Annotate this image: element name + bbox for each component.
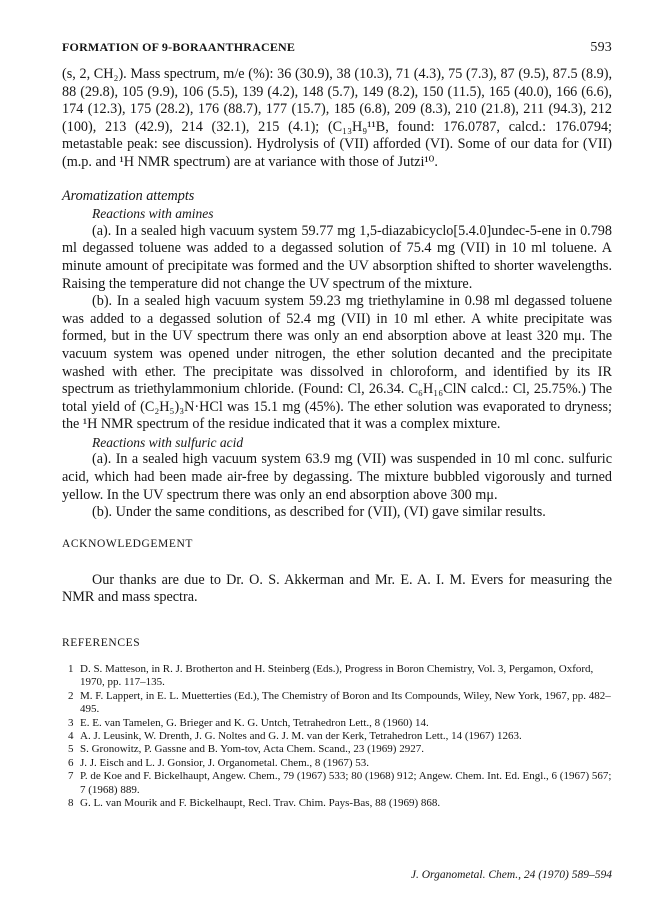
page-content [62,40,612,811]
acknowledgement-text: Our thanks are due to Dr. O. S. Akkerman and Mr. E. A. I. M. Evers for measuring the NMR and mass spectra. [62,571,612,606]
journal-footer: J. Organometal. Chem., 24 (1970) 589–594 [410,869,612,881]
reference-item: 3 E. E. van Tamelen, G. Brieger and K. G. Untch, Tetrahedron Lett., 8 (1960) 14. [68,716,429,729]
running-header [62,40,612,56]
reference-item: 6 J. J. Eisch and L. J. Gonsior, J. Organometal. Chem., 8 (1967) 53. [68,756,369,769]
acknowledgement-heading: ACKNOWLEDGEMENT [62,537,194,550]
reference-item: 5 S. Gronowitz, P. Gassne and B. Yom-tov, Acta Chem. Scand., 23 (1969) 2927. [68,743,424,756]
reference-list [62,663,612,810]
paragraph-amines-b: (b). In a sealed high vacuum system 59.23 mg triethylamine in 0.98 ml degassed toluene was added to a degassed solution of 52.4 mg (VII) in 10 ml ether. A white precipitate was formed, but in the UV spectrum there was only an end absorption above at least 320 mμ. The vacuum system was opened under nitrogen, the ether solution decanted and the precipitate washed with ether. The precipitate was dissolved in chloroform, and identified by its IR spectrum as triethylammonium chloride. (Found: Cl, 26.34. C₆H₁₆ClN calcd.: Cl, 25.75%.) The total yield of (C₂H₅)₃N·HCl was 15.1 mg (45%). The ether solution was evaporated to dryness; the ¹H NMR spectrum of the residue indicated that it was a complex mixture. [62,293,612,433]
article-body [62,66,612,522]
paragraph-amines-a: (a). In a sealed high vacuum system 59.77 mg 1,5-diazabicyclo[5.4.0]undec-5-ene in 0.798 ml degassed toluene was added to a degassed solution of 75.4 mg (VII) in 10 ml toluene. A minute amount of precipitate was formed and the UV absorption shifted to shorter wavelengths. Raising the temperature did not change the UV spectrum of the mixture. [62,222,612,292]
references-heading: REFERENCES [62,637,141,650]
reference-item: 4 A. J. Leusink, W. Drenth, J. G. Noltes and G. J. M. van der Kerk, Tetrahedron Lett., 14 (1967) 1263. [68,730,522,743]
running-title: FORMATION OF 9-BORAANTHRACENE [62,40,296,54]
reference-item: 2 M. F. Lappert, in E. L. Muetterties (Ed.), The Chemistry of Boron and Its Compounds, Wiley, New York, 1967, pp. 482–495. [68,689,611,716]
reference-item: 7 P. de Koe and F. Bickelhaupt, Angew. Chem., 79 (1967) 533; 80 (1968) 912; Angew. Chem. Int. Ed. Engl., 6 (1967) 567; 7 (1968) 889. [68,770,612,796]
reference-item: 8 G. L. van Mourik and F. Bickelhaupt, Recl. Trav. Chim. Pays-Bas, 88 (1969) 868. [68,797,441,810]
reference-item: 1 D. S. Matteson, in R. J. Brotherton and H. Steinberg (Eds.), Progress in Boron Chemistry, Vol. 3, Pergamon, Oxford, 1970, pp. 117–135. [68,663,594,689]
section-title: Aromatization attempts [62,187,195,204]
page-number: 593 [590,40,612,55]
paragraph-mass-spectrum: (s, 2, CH₂). Mass spectrum, m/e (%): 36 (30.9), 38 (10.3), 71 (4.3), 75 (7.3), 87 (9.5), 87.5 (8.9), 88 (29.8), 105 (9.9), 106 (5.5), 139 (4.2), 148 (5.7), 149 (8.2), 150 (11.5), 165 (40.0), 166 (6.6), 174 (12.3), 175 (28.2), 176 (88.7), 177 (15.7), 185 (6.8), 209 (8.3), 210 (21.8), 211 (94.3), 212 (100), 213 (42.9), 214 (32.1), 215 (4.1); (C₁₃H₉¹¹B, found: 176.0787, calcd.: 176.0794; metastable peak: see discussion). Hydrolysis of (VII) afforded (VI). Some of our data for (VII) (m.p. and ¹H NMR spectrum) are at variance with those of Jutzi¹⁰. [62,66,612,170]
subsection-amines: Reactions with amines [92,206,214,222]
paragraph-sulfuric-b: (b). Under the same conditions, as described for (VII), (VI) gave similar results. [92,504,546,521]
paragraph-sulfuric-a: (a). In a sealed high vacuum system 63.9 mg (VII) was suspended in 10 ml conc. sulfuric acid, which had been made air-free by degassing. The mixture bubbled vigorously and turned yellow. In the UV spectrum there was only an end absorption above 300 mμ. [62,451,612,503]
subsection-sulfuric: Reactions with sulfuric acid [92,434,244,450]
